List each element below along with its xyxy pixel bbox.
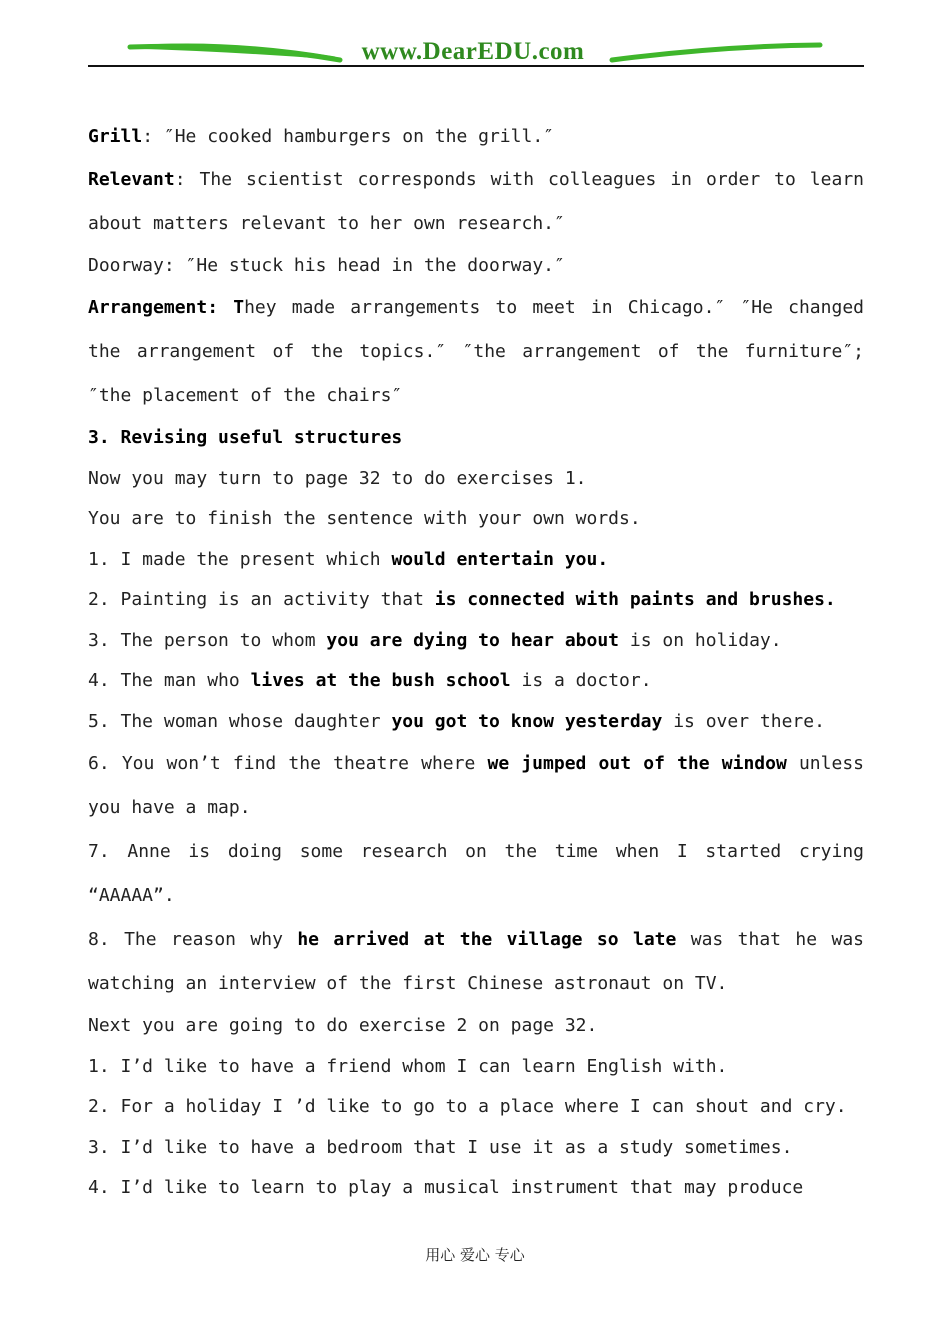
sentence-6: 6. You won’t find the theatre where we jumped out of the window unless you have a map. bbox=[88, 753, 864, 818]
page-header bbox=[0, 0, 950, 72]
exercise1-intro: Now you may turn to page 32 to do exercises 1. bbox=[88, 467, 587, 489]
site-logo-text: www.DearEDU.com bbox=[361, 38, 585, 65]
document-body bbox=[88, 117, 864, 1209]
exercise2-item-1: 1. I’d like to have a friend whom I can learn English with. bbox=[88, 1055, 728, 1077]
exercise1-instruction: You are to finish the sentence with your own words. bbox=[88, 508, 641, 529]
paragraph-grill: Grill: ″He cooked hamburgers on the grill.″ bbox=[88, 126, 554, 147]
sentence-1: 1. I made the present which would entertain you. bbox=[88, 548, 609, 570]
page-footer: 用心 爱心 专心 bbox=[425, 1246, 525, 1264]
term-relevant: Relevant bbox=[88, 168, 175, 190]
section-heading: 3. Revising useful structures bbox=[88, 427, 403, 448]
sentence-3: 3. The person to whom you are dying to hear about is on holiday. bbox=[88, 629, 782, 651]
exercise2-item-2: 2. For a holiday I ’d like to go to a place where I can shout and cry. bbox=[88, 1096, 847, 1117]
paragraph-doorway: Doorway: ″He stuck his head in the doorway.″ bbox=[88, 254, 565, 276]
term-grill: Grill bbox=[88, 126, 143, 147]
paragraph-relevant: Relevant: The scientist corresponds with colleagues in order to learn about matters relevant to her own research.″ bbox=[88, 168, 864, 234]
paragraph-arrangement: Arrangement: They made arrangements to meet in Chicago.″ ″He changed the arrangement of the topics.″ ″the arrangement of the furniture″; ″the placement of the chairs″ bbox=[88, 297, 864, 406]
sentence-8: 8. The reason why he arrived at the village so late was that he was watching an interview of the first Chinese astronaut on TV. bbox=[88, 929, 864, 994]
sentence-7: 7. Anne is doing some research on the time when I started crying “AAAAA”. bbox=[88, 841, 864, 906]
header-rule bbox=[88, 65, 864, 67]
term-arrangement: Arrangement: T bbox=[88, 297, 245, 318]
exercise2-item-3: 3. I’d like to have a bedroom that I use it as a study sometimes. bbox=[88, 1136, 793, 1158]
sentence-4: 4. The man who lives at the bush school is a doctor. bbox=[88, 670, 652, 691]
exercise2-item-4: 4. I’d like to learn to play a musical instrument that may produce bbox=[88, 1177, 804, 1198]
sentence-5: 5. The woman whose daughter you got to know yesterday is over there. bbox=[88, 710, 825, 732]
exercise2-intro: Next you are going to do exercise 2 on page 32. bbox=[88, 1015, 598, 1036]
sentence-2: 2. Painting is an activity that is connected with paints and brushes. bbox=[88, 589, 836, 610]
